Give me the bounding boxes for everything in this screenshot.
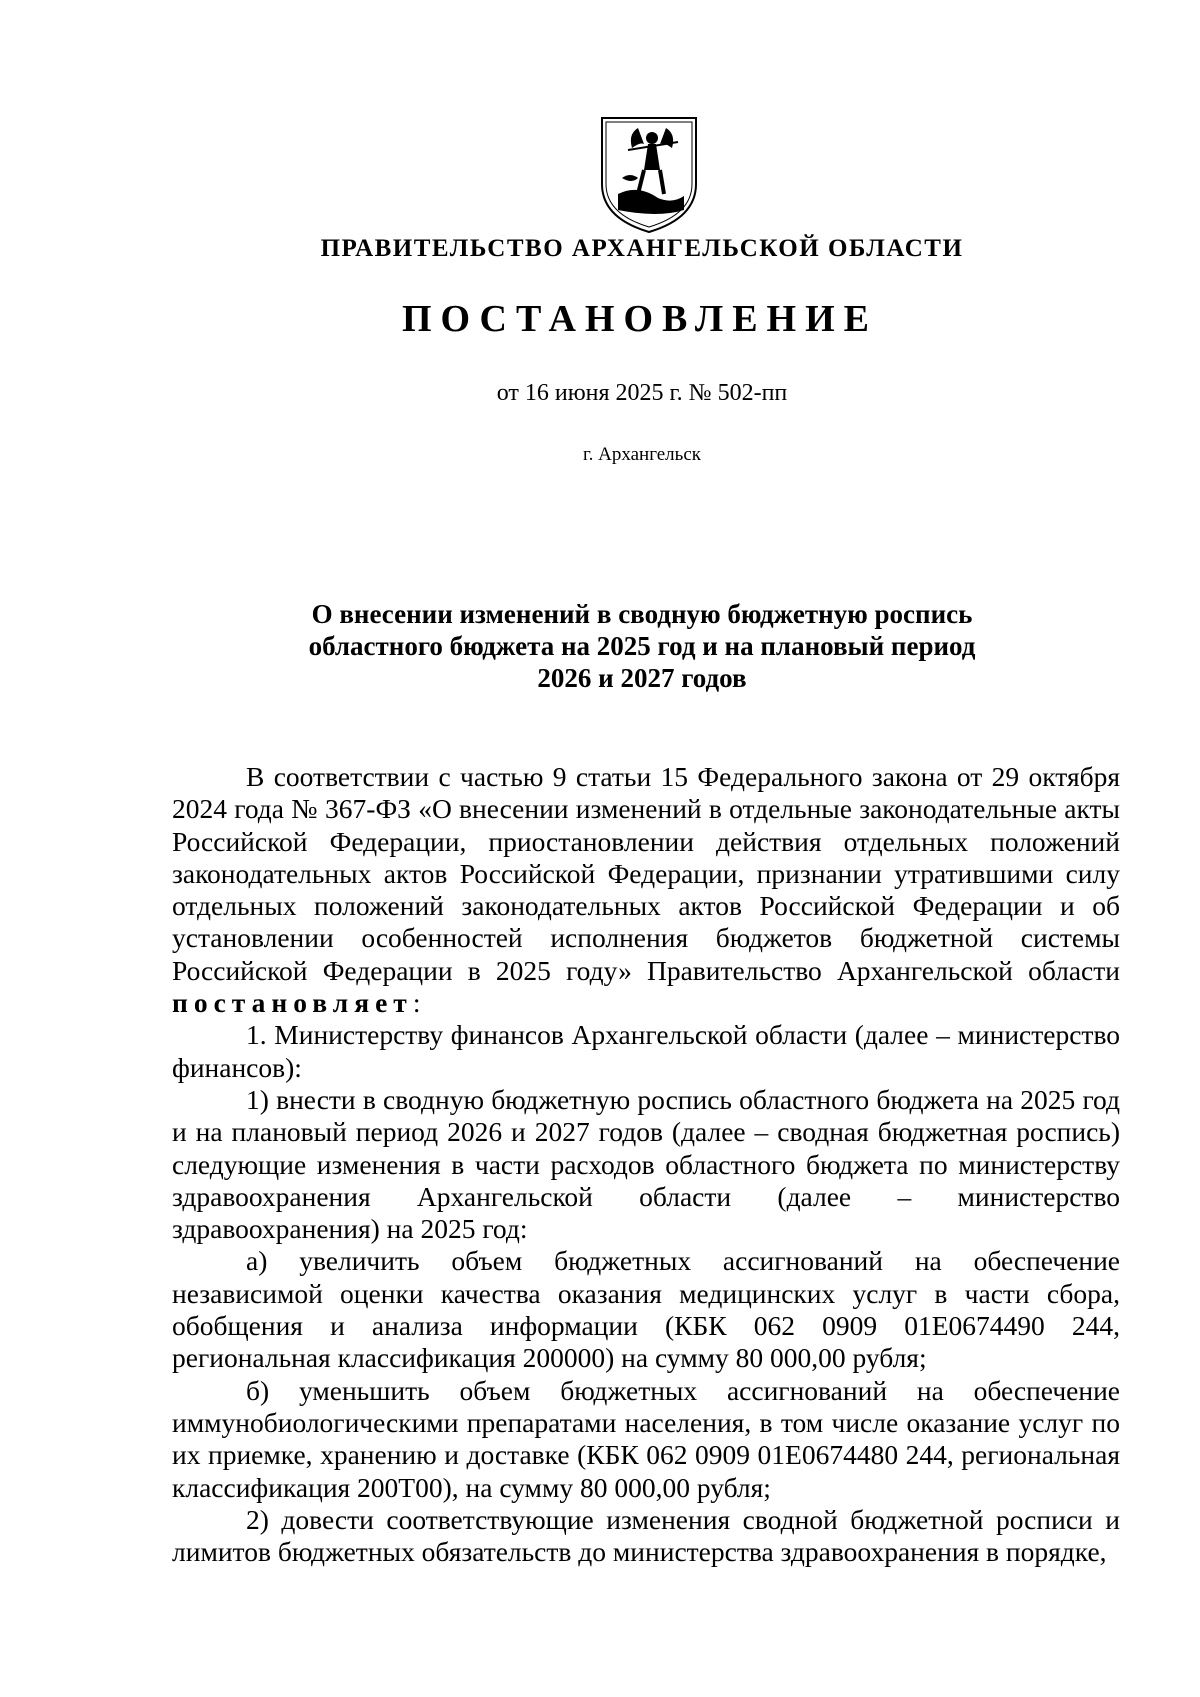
document-body (172, 761, 1120, 1568)
coat-of-arms-icon (598, 114, 700, 236)
body-paragraph (172, 761, 1120, 1019)
document-date-number: от 16 июня 2025 г. № 502-пп (496, 380, 788, 406)
subject-line: О внесении изменений в сводную бюджетную роспись (311, 599, 973, 629)
body-paragraph: б) уменьшить объем бюджетных ассигнований на обеспечение иммунобиологическими препаратами населения, в том числе оказание услуг по их приемке, хранению и доставке (КБК 062 0909 01Е0674480 244, региональная классификация 200Т00), на сумму 80 000,00 рубля; (172, 1374, 1120, 1503)
preamble-colon: : (412, 987, 421, 1019)
body-paragraph: а) увеличить объем бюджетных ассигнований на обеспечение независимой оценки качества оказания медицинских услуг в части сбора, обобщения и анализа информации (КБК 062 0909 01Е0674490 244, региональная классификация 200000) на сумму 80 000,00 рубля; (172, 1245, 1120, 1374)
body-paragraph: 1) внести в сводную бюджетную роспись областного бюджета на 2025 год и на плановый период 2026 и 2027 годов (далее – сводная бюджетная роспись) следующие изменения в части расходов областного бюджета по министерству здравоохранения Архангельской области (далее – министерство здравоохранения) на 2025 год: (172, 1083, 1120, 1245)
resolves-keyword: постановляет (172, 987, 413, 1019)
subject-line: 2026 и 2027 годов (537, 663, 747, 693)
document-city: г. Архангельск (582, 444, 701, 465)
preamble-text: В соответствии с частью 9 статьи 15 Федерального закона от 29 октября 2024 года № 367-ФЗ «О внесении изменений в отдельные законодательные акты Российской Федерации, приостановлении действия отдельных положений законодательных актов Российской Федерации, признании утратившими силу отдельных положений законодательных актов Российской Федерации и об установлении особенностей исполнения бюджетов бюджетной системы Российской Федерации в 2025 году» Правительство Архангельской области (172, 761, 1120, 986)
government-title: ПРАВИТЕЛЬСТВО АРХАНГЕЛЬСКОЙ ОБЛАСТИ (320, 235, 964, 262)
body-paragraph: 1. Министерству финансов Архангельской области (далее – министерство финансов): (172, 1019, 1120, 1083)
document-kind: ПОСТАНОВЛЕНИЕ (401, 298, 879, 340)
body-paragraph: 2) довести соответствующие изменения сводной бюджетной росписи и лимитов бюджетных обязательств до министерства здравоохранения в порядке, (172, 1503, 1120, 1568)
subject-line: областного бюджета на 2025 год и на плановый период (308, 631, 976, 661)
document-subject (282, 598, 1002, 694)
